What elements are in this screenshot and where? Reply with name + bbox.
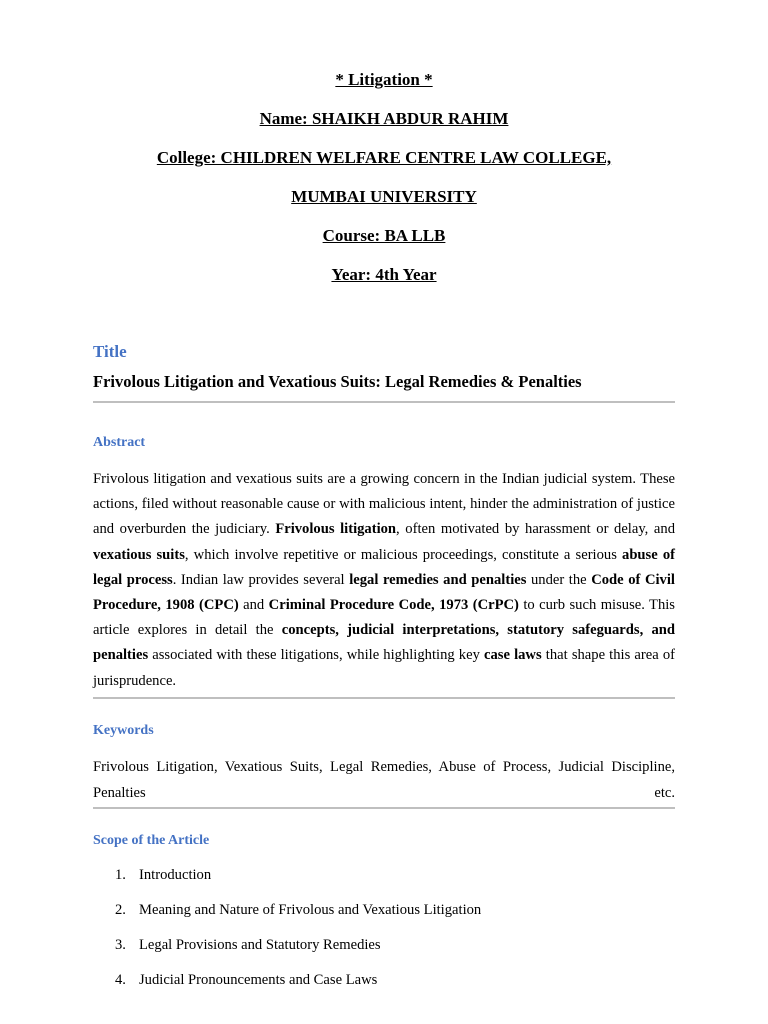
keywords-section-label: Keywords	[93, 723, 154, 738]
list-item-text: Judicial Pronouncements and Case Laws	[139, 972, 378, 988]
abstract-bold-term: Frivolous litigation	[275, 521, 397, 538]
title-divider	[93, 401, 675, 403]
abstract-text: Frivolous litigation and vexatious suits are a growing concern in the Indian judicial system. These actions, filed without reasonable cause or with malicious intent, hinder the administration of justice and overburden the judiciary.	[93, 471, 675, 538]
list-item	[115, 969, 481, 1004]
abstract-bold-term: Criminal Procedure Code, 1973 (CrPC)	[268, 597, 519, 614]
keywords-text: Frivolous Litigation, Vexatious Suits, Legal Remedies, Abuse of Process, Judicial Discipline, Penalties etc.	[93, 759, 675, 801]
university-name: MUMBAI UNIVERSITY	[291, 187, 477, 206]
abstract-divider	[93, 697, 675, 699]
list-item-text: Meaning and Nature of Frivolous and Vexatious Litigation	[139, 902, 482, 918]
abstract-text: . Indian law provides several	[172, 571, 350, 588]
list-item-number: 1.	[115, 867, 126, 883]
course-name: Course: BA LLB	[322, 226, 446, 245]
abstract-bold-term: case laws	[484, 647, 542, 664]
scope-list	[115, 864, 481, 1004]
list-item-number: 4.	[115, 972, 126, 988]
abstract-text: , which involve repetitive or malicious proceedings, constitute a serious	[184, 546, 623, 563]
abstract-bold-term: abuse of legal process	[93, 546, 675, 588]
abstract-text: and	[238, 597, 269, 614]
abstract-text: to curb such misuse. This article explores in detail the	[93, 597, 675, 639]
abstract-paragraph	[93, 467, 675, 694]
list-item-text: Introduction	[139, 867, 212, 883]
list-item-text: Legal Provisions and Statutory Remedies	[139, 937, 381, 953]
article-title: Frivolous Litigation and Vexatious Suits: Legal Remedies & Penalties	[93, 372, 582, 391]
list-item-number: 2.	[115, 902, 126, 918]
abstract-section-label: Abstract	[93, 435, 146, 450]
college-name: College: CHILDREN WELFARE CENTRE LAW COLLEGE,	[156, 148, 612, 167]
scope-section-label: Scope of the Article	[93, 833, 210, 848]
author-name: Name: SHAIKH ABDUR RAHIM	[259, 109, 509, 128]
list-item	[115, 864, 481, 899]
list-item	[115, 899, 481, 934]
abstract-text: that shape this area of jurisprudence.	[93, 647, 675, 689]
abstract-bold-term: vexatious suits	[93, 546, 185, 563]
title-section-label: Title	[93, 342, 127, 361]
keywords-divider	[93, 807, 675, 809]
abstract-text: , often motivated by harassment or delay, and	[396, 521, 675, 538]
abstract-bold-term: concepts, judicial interpretations, statutory safeguards, and penalties	[93, 622, 676, 664]
year-of-study: Year: 4th Year	[331, 265, 437, 284]
list-item-number: 3.	[115, 937, 126, 953]
list-item	[115, 934, 481, 969]
abstract-bold-term: Code of Civil Procedure, 1908 (CPC)	[93, 571, 675, 614]
abstract-bold-term: legal remedies and penalties	[349, 571, 527, 588]
abstract-text: associated with these litigations, while highlighting key	[148, 647, 485, 664]
abstract-text: under the	[526, 571, 592, 588]
document-heading: * Litigation *	[335, 70, 433, 89]
